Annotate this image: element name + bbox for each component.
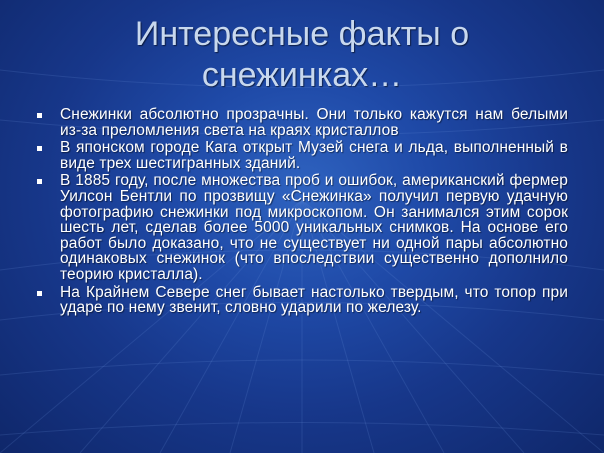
- slide-title: [0, 14, 604, 96]
- slide-title-line-2: снежинках…: [201, 56, 403, 94]
- bullet-text: В японском городе Кага открыт Музей снега и льда, выполненный в виде трех шестигранных зданий.: [60, 139, 568, 172]
- bullet-square-icon: [37, 146, 42, 151]
- bullet-square-icon: [37, 113, 42, 118]
- bullet-item: [0, 140, 604, 171]
- bullet-item: [0, 285, 604, 316]
- slide-title-line-1: Интересные факты о: [134, 15, 470, 53]
- bullet-item: [0, 107, 604, 138]
- bullet-text: На Крайнем Севере снег бывает настолько твердым, что топор при ударе по нему звенит, словно ударили по железу.: [60, 283, 568, 317]
- bullet-square-icon: [37, 291, 42, 296]
- bullet-list: [0, 107, 604, 318]
- bullet-square-icon: [37, 179, 42, 184]
- bullet-text: В 1885 году, после множества проб и ошибок, американский фермер Уилсон Бентли по прозвищу «Снежинка» получил первую удачную фотографию снежинки под микроскопом. Он занимался этим сорок шесть лет, сделав более 5000 уникальных снимков. На основе его работ было доказано, что не существует ни одной пары абсолютно одинаковых снежинок (что впоследствии существенно дополнило теорию кристалла).: [60, 172, 568, 283]
- bullet-text: Снежинки абсолютно прозрачны. Они только кажутся нам белыми из-за преломления света на краях кристаллов: [60, 106, 568, 139]
- bullet-item: [0, 173, 604, 282]
